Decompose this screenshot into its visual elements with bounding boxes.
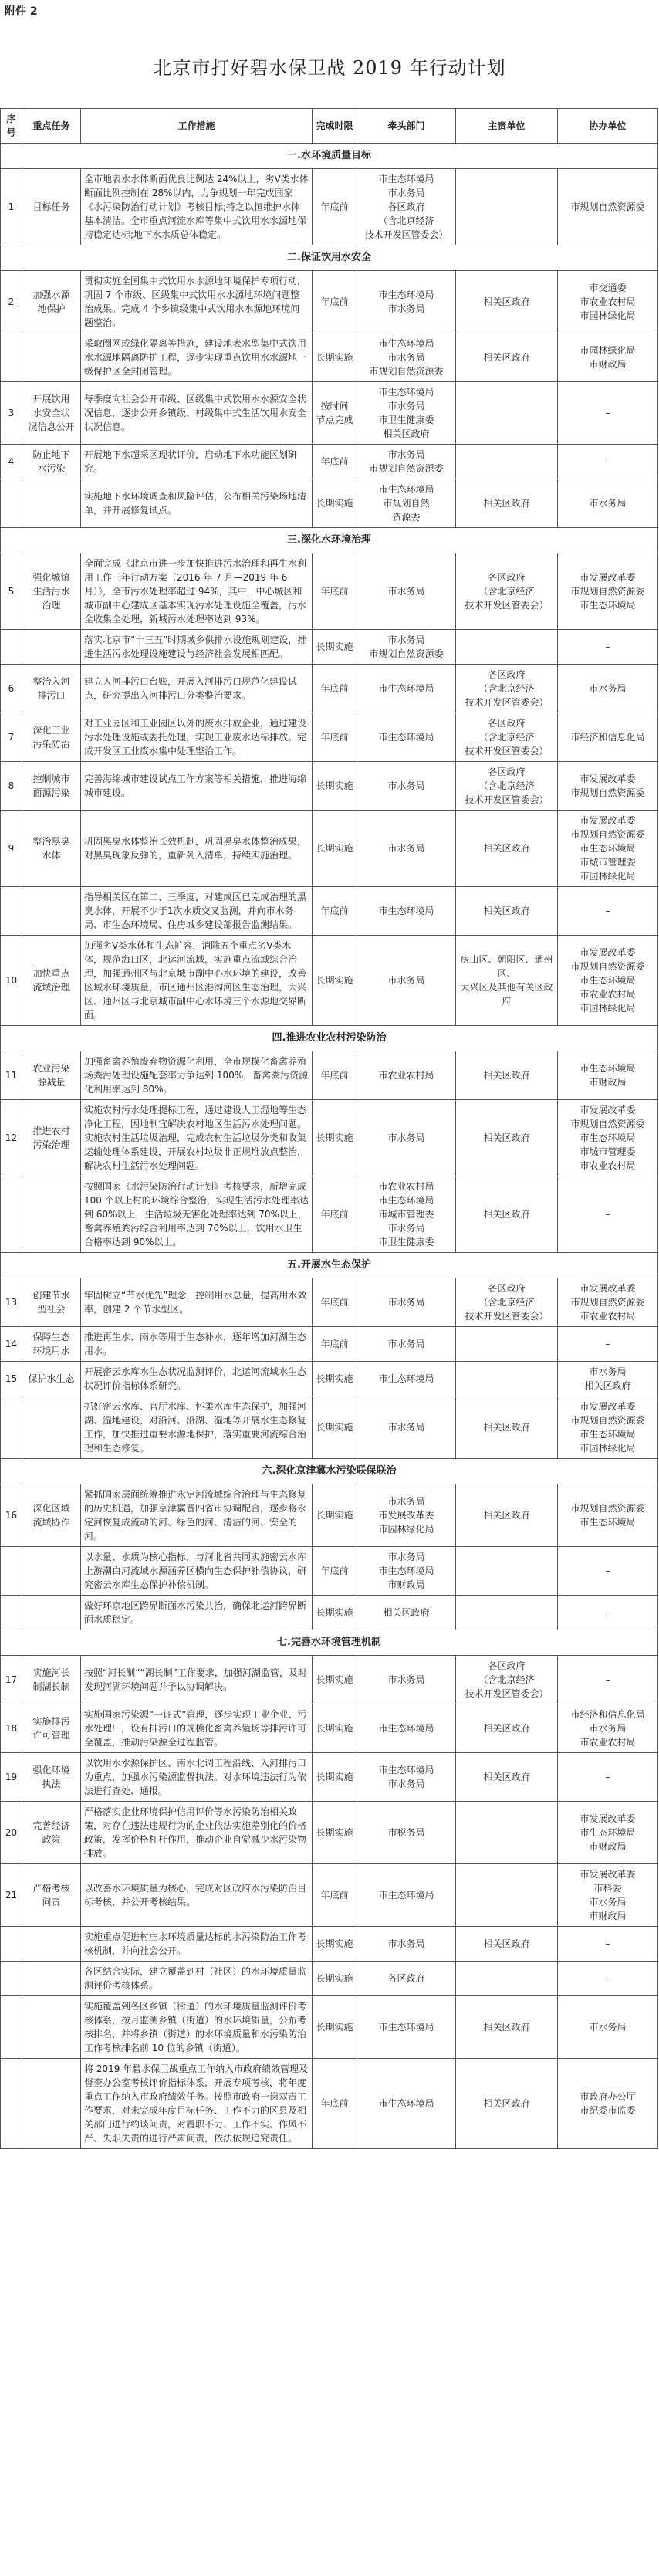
row-deadline: 长期实施	[313, 1656, 357, 1704]
table-row	[1, 1051, 658, 1100]
row-assist-unit: 市园林绿化局 市财政局	[558, 333, 658, 382]
header-task: 重点任务	[22, 109, 81, 144]
row-owner-unit: 相关区政府	[456, 1051, 558, 1100]
table-row	[1, 445, 658, 479]
row-number: 17	[1, 1656, 22, 1704]
row-assist-unit: 市发展改革委 市规划自然资源委 市生态环境局	[558, 553, 658, 630]
table-row	[1, 1484, 658, 1547]
row-assist-unit: 市规划自然资源委	[558, 169, 658, 245]
row-task	[22, 1596, 81, 1630]
row-deadline: 年底前	[313, 665, 357, 713]
table-row	[1, 333, 658, 382]
row-lead-dept: 市水务局	[357, 1327, 456, 1362]
row-number: 6	[1, 665, 22, 713]
row-measure: 指导相关区在第二、三季度，对建成区已完成治理的黑臭水体，开展不少于1次水质交叉监测，并向市水务局、市生态环境局、住房城乡建设部报告监测结果。	[81, 887, 313, 936]
row-assist-unit: 市交通委 市农业农村局 市园林绿化局	[558, 271, 658, 333]
row-deadline: 长期实施	[313, 1100, 357, 1176]
row-measure: 巩固黑臭水体整治长效机制，巩固黑臭水体整治成果，对黑臭现象反弹的，重新列入清单，持续实施治理。	[81, 811, 313, 887]
section-heading: 四.推进农业农村污染防治	[1, 1026, 658, 1051]
document-title: 北京市打好碧水保卫战 2019 年行动计划	[153, 57, 506, 79]
row-assist-unit: 市规划自然资源委 市生态环境局	[558, 1484, 658, 1547]
row-deadline: 年底前	[313, 1864, 357, 1927]
row-number: 7	[1, 713, 22, 762]
row-task: 目标任务	[22, 169, 81, 245]
row-deadline: 长期实施	[313, 1927, 357, 1962]
row-number: 9	[1, 811, 22, 887]
table-row	[1, 553, 658, 630]
row-assist-unit: 市水务局	[558, 665, 658, 713]
table-row	[1, 1962, 658, 1996]
row-deadline: 年底前	[313, 271, 357, 333]
table-row	[1, 1176, 658, 1253]
row-owner-unit: 相关区政府	[456, 333, 558, 382]
section-heading: 五.开展水生态保护	[1, 1253, 658, 1278]
row-assist-unit: –	[558, 1596, 658, 1630]
row-number: 14	[1, 1327, 22, 1362]
row-assist-unit: 市发展改革委 市规划自然资源委	[558, 762, 658, 811]
row-lead-dept: 市生态环境局	[357, 887, 456, 936]
table-row	[1, 713, 658, 762]
header-no: 序号	[1, 109, 22, 144]
table-row	[1, 2059, 658, 2149]
table-row	[1, 1547, 658, 1596]
row-task	[22, 887, 81, 936]
row-assist-unit: 市发展改革委 市规划自然资源委 市生态环境局 市城市管理委 市园林绿化局	[558, 811, 658, 887]
row-number: 15	[1, 1362, 22, 1396]
row-lead-dept: 市水务局 市生态环境局 市财政局	[357, 1547, 456, 1596]
row-deadline: 年底前	[313, 1547, 357, 1596]
row-number: 16	[1, 1484, 22, 1547]
row-number	[1, 2059, 22, 2149]
section-heading: 三.深化水环境治理	[1, 528, 658, 553]
row-number: 13	[1, 1278, 22, 1327]
row-deadline: 年底前	[313, 1176, 357, 1253]
row-owner-unit	[456, 169, 558, 245]
table-row	[1, 1396, 658, 1459]
row-owner-unit	[456, 1962, 558, 1996]
row-task	[22, 1962, 81, 1996]
table-row	[1, 1704, 658, 1753]
row-lead-dept: 市生态环境局	[357, 1864, 456, 1927]
section-heading-row	[1, 528, 658, 553]
row-assist-unit: –	[558, 1176, 658, 1253]
table-row	[1, 811, 658, 887]
row-task: 实施排污 许可管理	[22, 1704, 81, 1753]
row-task: 强化环境 执法	[22, 1753, 81, 1802]
row-lead-dept: 各区政府	[357, 1962, 456, 1996]
row-deadline: 长期实施	[313, 1596, 357, 1630]
annex-label: 附件 2	[5, 5, 38, 18]
row-measure: 以水量、水质为核心指标，与河北省共同实施密云水库上游潮白河流域水源涵养区横向生态保护补偿协议，研究密云水库生态保护补偿机制。	[81, 1547, 313, 1596]
row-assist-unit: 市水务局 相关区政府	[558, 1362, 658, 1396]
row-owner-unit: 各区政府 （含北京经济 技术开发区管委会）	[456, 1656, 558, 1704]
row-task	[22, 1176, 81, 1253]
section-heading-row	[1, 245, 658, 271]
row-deadline: 长期实施	[313, 630, 357, 665]
row-owner-unit: 相关区政府	[456, 1100, 558, 1176]
row-measure: 紧抓国家层面统筹推进永定河流域综合治理与生态修复的历史机遇，加强京津冀晋四省市协调配合，逐步将永定河恢复成流动的河、绿色的河、清洁的河、安全的河。	[81, 1484, 313, 1547]
row-lead-dept: 市水务局	[357, 1278, 456, 1327]
table-row	[1, 1100, 658, 1176]
row-lead-dept: 市水务局	[357, 936, 456, 1026]
row-task	[22, 2059, 81, 2149]
row-deadline: 年底前	[313, 887, 357, 936]
row-deadline: 年底前	[313, 553, 357, 630]
row-measure: 贯彻实施全国集中式饮用水水源地环境保护专项行动，巩固 7 个市级、区级集中式饮用水水源地环境问题整治成果。完成 4 个乡镇级集中式饮用水水源地环境问题整治。	[81, 271, 313, 333]
row-number: 10	[1, 936, 22, 1026]
row-lead-dept: 市水务局	[357, 811, 456, 887]
row-lead-dept: 市水务局	[357, 1656, 456, 1704]
row-measure: 严格落实企业环境保护信用评价等水污染防治相关政策，对存在违法违规行为的企业依法实施差别化的价格政策，发挥价格杠杆作用，推动企业自觉减少水污染物排放。	[81, 1802, 313, 1864]
row-deadline: 长期实施	[313, 1362, 357, 1396]
row-deadline: 长期实施	[313, 1996, 357, 2059]
row-lead-dept: 市农业农村局 市生态环境局 市城市管理委 市水务局 市卫生健康委	[357, 1176, 456, 1253]
row-assist-unit: –	[558, 630, 658, 665]
header-assist: 协办单位	[558, 109, 658, 144]
row-lead-dept: 市生态环境局	[357, 713, 456, 762]
row-lead-dept: 市水务局	[357, 553, 456, 630]
row-measure: 按照国家《水污染防治行动计划》考核要求，新增完成 100 个以上村的环境综合整治，实现生活污水处理率达到 60%以上，生活垃圾无害化处理率达到 70%以上，畜禽养殖粪污综合利用率达到 70%以上，饮用水卫生合格率达到 90%以上。	[81, 1176, 313, 1253]
row-measure: 开展地下水超采区现状评价，启动地下水功能区划研究。	[81, 445, 313, 479]
row-lead-dept: 市生态环境局	[357, 2059, 456, 2149]
row-task	[22, 479, 81, 528]
row-lead-dept: 市水务局	[357, 762, 456, 811]
row-task	[22, 333, 81, 382]
row-number: 18	[1, 1704, 22, 1753]
row-measure: 采取圈网或绿化隔离等措施，建设地表水型集中式饮用水水源地隔离防护工程，逐步实现重点饮用水水源地一级保护区全封闭管理。	[81, 333, 313, 382]
table-row	[1, 169, 658, 245]
row-task: 深化工业 污染防治	[22, 713, 81, 762]
row-lead-dept: 市水务局	[357, 1927, 456, 1962]
row-deadline: 按时间 节点完成	[313, 382, 357, 445]
row-number: 21	[1, 1864, 22, 1927]
row-lead-dept: 市生态环境局	[357, 1362, 456, 1396]
row-deadline: 长期实施	[313, 479, 357, 528]
row-owner-unit: 各区政府 （含北京经济 技术开发区管委会）	[456, 1278, 558, 1327]
table-row	[1, 1327, 658, 1362]
row-number	[1, 333, 22, 382]
row-lead-dept: 市生态环境局 市水务局	[357, 1753, 456, 1802]
row-measure: 实施地下水环境调查和风险评估，公布相关污染场地清单，并开展修复试点。	[81, 479, 313, 528]
row-deadline: 长期实施	[313, 1484, 357, 1547]
table-row	[1, 762, 658, 811]
row-deadline: 长期实施	[313, 1802, 357, 1864]
row-measure: 推进再生水、雨水等用于生态补水，逐年增加河湖生态用水。	[81, 1327, 313, 1362]
row-lead-dept: 市生态环境局 市水务局	[357, 271, 456, 333]
row-number: 12	[1, 1100, 22, 1176]
row-measure: 实施重点促进村庄水环境质量达标的水污染防治工作考核机制，并向社会公开。	[81, 1927, 313, 1962]
header-owner: 主责单位	[456, 109, 558, 144]
row-assist-unit: 市水务局	[558, 479, 658, 528]
row-assist-unit: –	[558, 1656, 658, 1704]
row-task	[22, 630, 81, 665]
header-lead: 牵头部门	[357, 109, 456, 144]
row-task: 保障生态 环境用水	[22, 1327, 81, 1362]
row-number: 4	[1, 445, 22, 479]
row-assist-unit: –	[558, 1327, 658, 1362]
row-number: 20	[1, 1802, 22, 1864]
row-assist-unit: 市经济和信息化局	[558, 713, 658, 762]
row-deadline: 长期实施	[313, 333, 357, 382]
row-lead-dept: 市生态环境局 市规划自然 资源委	[357, 479, 456, 528]
row-measure: 以改善水环境质量为核心，完成对区政府水污染防治目标考核，并公开考核结果。	[81, 1864, 313, 1927]
row-task: 推进农村 污染治理	[22, 1100, 81, 1176]
row-owner-unit: 相关区政府	[456, 1484, 558, 1547]
row-measure: 将 2019 年碧水保卫战重点工作纳入市政府绩效管理及督查办公室考核评价指标体系，开展专项考核，将年度重点工作纳入市政府绩效任务。按照市政府一岗双责工作要求，对未完成年度目标任务、工作不力的区县及相关部门进行约谈问责，对履职不力、工作不实、作风不严、失职失责的进行严肃问责，依法依规追究责任。	[81, 2059, 313, 2149]
table-row	[1, 936, 658, 1026]
section-heading: 六.深化京津冀水污染联保联治	[1, 1459, 658, 1484]
table-row	[1, 382, 658, 445]
row-task: 保护水生态	[22, 1362, 81, 1396]
row-number	[1, 1396, 22, 1459]
row-task: 加快重点 流域治理	[22, 936, 81, 1026]
row-owner-unit	[456, 445, 558, 479]
row-deadline: 长期实施	[313, 1962, 357, 1996]
row-lead-dept: 市水务局 市规划自然资源委	[357, 445, 456, 479]
table-row	[1, 1278, 658, 1327]
section-heading-row	[1, 144, 658, 169]
row-measure: 全面完成《北京市进一步加快推进污水治理和再生水利用工作三年行动方案（2016 年 7 月—2019 年 6 月）》，全市污水处理率超过 94%，其中，中心城区和城市副中心建成区基本实现污水处理设施全覆盖，污水全收集全处理，新城污水处理率达到 93%。	[81, 553, 313, 630]
table-row	[1, 630, 658, 665]
row-number: 19	[1, 1753, 22, 1802]
row-number: 5	[1, 553, 22, 630]
row-owner-unit: 相关区政府	[456, 811, 558, 887]
table-row	[1, 1753, 658, 1802]
table-header-row	[1, 109, 658, 144]
row-owner-unit	[456, 1802, 558, 1864]
row-lead-dept: 市生态环境局 市水务局 市卫生健康委 相关区政府	[357, 382, 456, 445]
row-deadline: 年底前	[313, 169, 357, 245]
row-measure: 按照“河长制”“湖长制”工作要求，加强河湖监管，及时发现河湖环境问题并予以协调解决。	[81, 1656, 313, 1704]
row-lead-dept: 市农业农村局	[357, 1051, 456, 1100]
row-number: 8	[1, 762, 22, 811]
table-row	[1, 1596, 658, 1630]
row-number	[1, 1176, 22, 1253]
row-deadline: 年底前	[313, 1051, 357, 1100]
row-lead-dept: 市生态环境局 市水务局 各区政府 （含北京经济 技术开发区管委会）	[357, 169, 456, 245]
row-measure: 对工业园区和工业园区以外的废水排放企业，通过建设污水处理设施或委托处理，实现工业废水达标排放。完成开发区工业废水集中处理整治工作。	[81, 713, 313, 762]
section-heading-row	[1, 1253, 658, 1278]
row-assist-unit: 市发展改革委 市规划自然资源委 市生态环境局 市农业农村局 市园林绿化局	[558, 936, 658, 1026]
section-heading-row	[1, 1630, 658, 1656]
row-owner-unit: 相关区政府	[456, 2059, 558, 2149]
row-lead-dept: 市水务局	[357, 1100, 456, 1176]
row-owner-unit: 相关区政府	[456, 1396, 558, 1459]
row-measure: 加强畜禽养殖废弃物资源化利用，全市规模化畜禽养殖场粪污处理设施配套率力争达到 100%，畜禽粪污资源化利用率达到 80%。	[81, 1051, 313, 1100]
row-deadline: 年底前	[313, 1278, 357, 1327]
row-assist-unit: 市水务局	[558, 1996, 658, 2059]
table-body	[1, 144, 658, 2149]
row-deadline: 长期实施	[313, 1753, 357, 1802]
row-assist-unit: –	[558, 1753, 658, 1802]
row-lead-dept: 市水务局 市规划自然资源委	[357, 630, 456, 665]
row-task: 整治入河 排污口	[22, 665, 81, 713]
table-row	[1, 1864, 658, 1927]
action-plan-table	[0, 108, 658, 2149]
row-number: 2	[1, 271, 22, 333]
row-owner-unit	[456, 630, 558, 665]
row-owner-unit: 相关区政府	[456, 1704, 558, 1753]
row-lead-dept: 市税务局	[357, 1802, 456, 1864]
row-task: 防止地下 水污染	[22, 445, 81, 479]
table-row	[1, 271, 658, 333]
row-number	[1, 630, 22, 665]
row-measure: 牢固树立“节水优先”理念，控制用水总量，提高用水效率，创建 2 个节水型区。	[81, 1278, 313, 1327]
row-number	[1, 1596, 22, 1630]
row-assist-unit: 市政府办公厅 市纪委市监委	[558, 2059, 658, 2149]
row-assist-unit: –	[558, 382, 658, 445]
row-measure: 实施覆盖到各区乡镇（街道）的水环境质量监测评价考核体系，按月监测乡镇（街道）的水环境质量，公布考核排名，并将乡镇（街道）的水环境质量和水污染防治工作考核排名前 10 位的乡镇（街道）。	[81, 1996, 313, 2059]
row-owner-unit: 相关区政府	[456, 479, 558, 528]
section-heading-row	[1, 1026, 658, 1051]
table-row	[1, 1656, 658, 1704]
section-heading: 二.保证饮用水安全	[1, 245, 658, 271]
row-measure: 建立入河排污口台账，开展入河排污口规范化建设试点，研究提出入河排污口分类整治要求。	[81, 665, 313, 713]
header-measure: 工作措施	[81, 109, 313, 144]
row-number	[1, 887, 22, 936]
row-task: 实施河长 制湖长制	[22, 1656, 81, 1704]
row-measure: 抓好密云水库、官厅水库、怀柔水库生态保护，加强河湖、湿地建设，对沿河、沿湖、湿地等开展水生态修复工作，加快推进重要水源地保护，落实重要河流综合治理和生态修复。	[81, 1396, 313, 1459]
row-owner-unit	[456, 1596, 558, 1630]
row-deadline: 年底前	[313, 2059, 357, 2149]
row-owner-unit: 相关区政府	[456, 1927, 558, 1962]
row-assist-unit: 市经济和信息化局 市水务局 市农业农村局	[558, 1704, 658, 1753]
row-assist-unit: –	[558, 445, 658, 479]
row-measure: 实施农村污水处理提标工程，通过建设人工湿地等生态净化工程，因地制宜解决农村地区生活污水处理问题。实施农村生活垃圾治理，完成农村生活垃圾分类和收集运输处理体系建设，开展农村垃圾非正规堆放点整治，解决农村生活污水处理问题。	[81, 1100, 313, 1176]
row-number: 11	[1, 1051, 22, 1100]
row-measure: 完善海绵城市建设试点工作方案等相关措施，推进海绵城市建设。	[81, 762, 313, 811]
row-number	[1, 1962, 22, 1996]
row-owner-unit: 相关区政府	[456, 1996, 558, 2059]
row-owner-unit	[456, 382, 558, 445]
row-deadline: 长期实施	[313, 1704, 357, 1753]
row-task: 农业污染 源减量	[22, 1051, 81, 1100]
row-task: 整治黑臭 水体	[22, 811, 81, 887]
row-owner-unit: 相关区政府	[456, 1176, 558, 1253]
row-assist-unit: –	[558, 1962, 658, 1996]
row-deadline: 长期实施	[313, 1396, 357, 1459]
row-task: 加强水源 地保护	[22, 271, 81, 333]
section-heading-row	[1, 1459, 658, 1484]
row-lead-dept: 市生态环境局	[357, 1996, 456, 2059]
row-number: 3	[1, 382, 22, 445]
row-assist-unit: 市发展改革委 市规划自然资源委 市农业农村局	[558, 1278, 658, 1327]
row-number	[1, 1547, 22, 1596]
row-lead-dept: 市生态环境局 市水务局 市规划自然资源委	[357, 333, 456, 382]
row-number	[1, 1927, 22, 1962]
row-measure: 各区结合实际，建立覆盖到村（社区）的水环境质量监测评价考核体系。	[81, 1962, 313, 1996]
row-assist-unit: –	[558, 1547, 658, 1596]
row-assist-unit: 市发展改革委 市科委 市水务局 市财政局	[558, 1864, 658, 1927]
row-measure: 落实北京市“十三五”时期城乡供排水设施规划建设，推进生活污水处理设施建设与经济社会发展相匹配。	[81, 630, 313, 665]
row-lead-dept: 市水务局	[357, 1396, 456, 1459]
row-measure: 加强劣Ⅴ类水体和生态扩容，消除五个重点劣Ⅴ类水体，规范海口区，北运河流域，实施重点流域综合治理，加强通州区与北京城市副中心水环境的建设，改善区域水环境质量，市区通州区港沟河区生态治理，大兴区、通州区与北京城市副中心水环境三个水源地交界断面。	[81, 936, 313, 1026]
table-row	[1, 887, 658, 936]
table-row	[1, 1927, 658, 1962]
row-task: 完善经济 政策	[22, 1802, 81, 1864]
row-measure: 以饮用水水源保护区、南水北调工程沿线、入河排污口为重点，加强水污染源监督执法。对水环境违法行为依法进行查处、通报。	[81, 1753, 313, 1802]
row-owner-unit: 各区政府 （含北京经济 技术开发区管委会）	[456, 553, 558, 630]
section-heading: 一.水环境质量目标	[1, 144, 658, 169]
row-task	[22, 1396, 81, 1459]
row-owner-unit: 相关区政府	[456, 1753, 558, 1802]
row-task: 严格考核 问责	[22, 1864, 81, 1927]
row-number	[1, 1996, 22, 2059]
row-task: 强化城镇 生活污水 治理	[22, 553, 81, 630]
row-task	[22, 1547, 81, 1596]
row-assist-unit: –	[558, 1927, 658, 1962]
header-deadline: 完成时限	[313, 109, 357, 144]
row-owner-unit: 各区政府 （含北京经济 技术开发区管委会）	[456, 665, 558, 713]
row-owner-unit	[456, 1547, 558, 1596]
row-deadline: 年底前	[313, 713, 357, 762]
row-task: 创建节水 型社会	[22, 1278, 81, 1327]
row-task: 开展饮用 水安全状 况信息公开	[22, 382, 81, 445]
row-measure: 做好环京地区跨界断面水污染共治，确保北运河跨界断面水质稳定。	[81, 1596, 313, 1630]
section-heading: 七.完善水环境管理机制	[1, 1630, 658, 1656]
row-measure: 开展密云水库水生态状况监测评价，北运河流域水生态状况评价指标体系研究。	[81, 1362, 313, 1396]
table-row	[1, 1362, 658, 1396]
row-owner-unit: 相关区政府	[456, 271, 558, 333]
row-deadline: 长期实施	[313, 811, 357, 887]
table-row	[1, 479, 658, 528]
row-measure: 每季度向社会公开市级、区级集中式饮用水水源安全状况信息，逐步公开乡镇级、村级集中式生活饮用水安全状况信息。	[81, 382, 313, 445]
table-row	[1, 1802, 658, 1864]
row-deadline: 年底前	[313, 1327, 357, 1362]
row-lead-dept: 市生态环境局	[357, 1704, 456, 1753]
row-owner-unit	[456, 1327, 558, 1362]
row-assist-unit: 市生态环境局 市财政局	[558, 1051, 658, 1100]
row-assist-unit: 市发展改革委 市生态环境局 市财政局	[558, 1802, 658, 1864]
row-assist-unit: 市发展改革委 市规划自然资源委 市生态环境局 市园林绿化局	[558, 1396, 658, 1459]
row-owner-unit: 房山区、朝阳区、通州区、 大兴区及其他有关区政府	[456, 936, 558, 1026]
row-task: 控制城市 面源污染	[22, 762, 81, 811]
row-task: 深化区域 流域协作	[22, 1484, 81, 1547]
row-measure: 全市地表水水体断面优良比例达 24%以上，劣Ⅴ类水体断面比例控制在 28%以内，力争规划一年完成国家《水污染防治行动计划》考核目标;持之以恒维护水体基本清洁。全市重点河流水库等集中式饮用水水源地保持稳定达标;地下水水质总体稳定。	[81, 169, 313, 245]
row-owner-unit	[456, 1362, 558, 1396]
row-number	[1, 479, 22, 528]
row-task	[22, 1927, 81, 1962]
row-assist-unit: 市发展改革委 市规划自然资源委 市生态环境局 市城市管理委 市农业农村局	[558, 1100, 658, 1176]
row-deadline: 年底前	[313, 445, 357, 479]
row-number: 1	[1, 169, 22, 245]
row-owner-unit: 相关区政府	[456, 887, 558, 936]
row-owner-unit: 各区政府 （含北京经济 技术开发区管委会）	[456, 762, 558, 811]
row-assist-unit: –	[558, 887, 658, 936]
row-deadline: 长期实施	[313, 936, 357, 1026]
row-owner-unit	[456, 1864, 558, 1927]
row-task	[22, 1996, 81, 2059]
row-owner-unit: 各区政府 （含北京经济 技术开发区管委会）	[456, 713, 558, 762]
row-deadline: 长期实施	[313, 762, 357, 811]
row-lead-dept: 市生态环境局	[357, 665, 456, 713]
table-row	[1, 665, 658, 713]
table-row	[1, 1996, 658, 2059]
row-measure: 实施国家污染源“一证式”管理，逐步实现工业企业、污水处理厂，设有排污口的规模化畜禽养殖场等排污许可全覆盖，推动污染源全过程监管。	[81, 1704, 313, 1753]
row-lead-dept: 相关区政府	[357, 1596, 456, 1630]
row-lead-dept: 市水务局 市发展改革委 市园林绿化局	[357, 1484, 456, 1547]
